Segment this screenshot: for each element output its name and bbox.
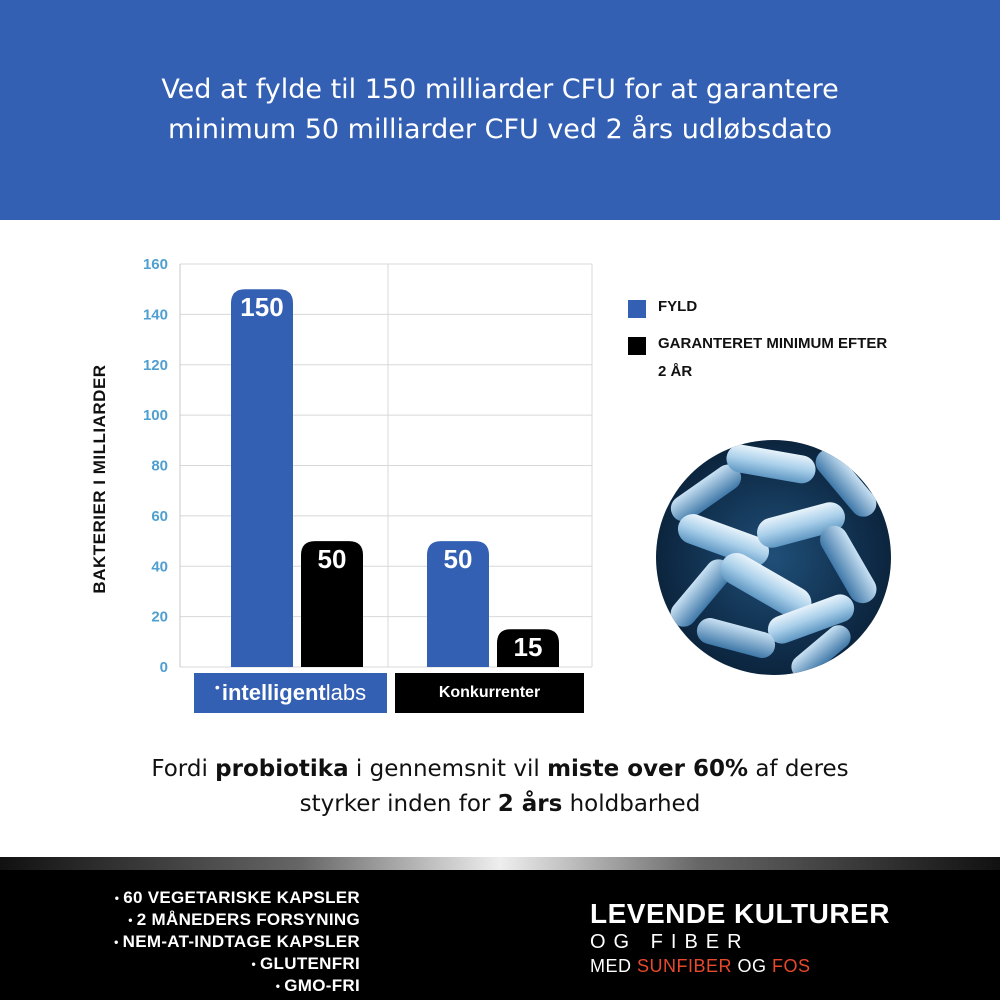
legend-swatch-black — [628, 337, 646, 355]
brand-block — [590, 898, 950, 978]
bacteria-illustration — [656, 440, 891, 675]
footer — [0, 870, 1000, 1000]
feature-item — [114, 953, 360, 975]
y-tick-label: 20 — [151, 608, 168, 626]
bar-value-label: 15 — [513, 632, 543, 663]
legend-label-garanteret: GARANTERET MINIMUM EFTER 2 ÅR — [658, 335, 888, 380]
brand-sunfiber: SUNFIBER — [637, 956, 733, 976]
y-tick-label: 100 — [142, 407, 168, 425]
bottom-line-1 — [0, 752, 1000, 787]
y-tick-label: 0 — [159, 659, 168, 676]
category-label-intelligentlabs — [194, 673, 387, 713]
header-title — [90, 70, 910, 150]
feature-text: 2 MÅNEDERS FORSYNING — [136, 910, 360, 930]
header-line-2: minimum 50 milliarder CFU ved 2 års udløbsdato — [168, 114, 832, 145]
brand-subtitle: OG FIBER — [590, 931, 750, 953]
category-label-konkurrenter: Konkurrenter — [395, 673, 584, 713]
y-axis-label: BAKTERIER I MILLIARDER — [90, 364, 109, 594]
legend-item-garanteret — [628, 334, 888, 386]
bacteria-image — [656, 440, 891, 675]
bottom-text-1: Fordi — [151, 756, 216, 782]
brand-og: OG — [732, 956, 773, 976]
bullet-icon: • — [114, 891, 120, 906]
feature-item — [114, 887, 360, 909]
y-tick-label: 80 — [151, 457, 168, 475]
header-line-1: Ved at fylde til 150 milliarder CFU for at garantere — [161, 74, 839, 105]
brand-tagline — [590, 954, 950, 978]
legend-item-fyld — [628, 297, 888, 321]
brand-fos: FOS — [772, 956, 811, 976]
bar-fyld — [231, 289, 293, 667]
header-banner — [0, 0, 1000, 220]
y-tick-label: 160 — [142, 256, 168, 273]
bar-value-label: 50 — [443, 544, 473, 575]
y-tick-label: 60 — [151, 507, 168, 525]
logo-suffix: labs — [325, 680, 367, 705]
feature-item — [114, 909, 360, 931]
brand-med: MED — [590, 956, 637, 976]
bullet-icon: • — [251, 957, 257, 972]
bottom-text-4: styrker inden for — [299, 791, 498, 817]
chart-legend — [628, 297, 888, 399]
bottom-text-2: i gennemsnit vil — [348, 756, 548, 782]
bottom-text-3: af deres — [748, 756, 849, 782]
bullet-icon: • — [275, 979, 281, 994]
bullet-icon: • — [128, 913, 133, 928]
feature-text: 60 VEGETARISKE KAPSLER — [123, 888, 360, 907]
feature-item — [114, 931, 360, 953]
logo-prefix: intelligent — [221, 680, 326, 705]
bar-value-label: 50 — [317, 544, 347, 575]
metallic-divider — [0, 857, 1000, 870]
logo-dot-icon: • — [214, 679, 220, 695]
feature-list — [114, 887, 360, 997]
brand-title: LEVENDE KULTURER — [590, 898, 890, 929]
legend-swatch-blue — [628, 300, 646, 318]
bottom-text-5: holdbarhed — [562, 791, 701, 817]
bottom-statement — [0, 752, 1000, 822]
bar-value-label: 150 — [240, 292, 284, 323]
bottom-bold-3: 2 års — [497, 791, 563, 817]
y-tick-label: 140 — [142, 306, 168, 324]
bullet-icon: • — [114, 935, 119, 950]
feature-text: GLUTENFRI — [260, 954, 360, 974]
bacteria-group — [665, 442, 881, 675]
bottom-line-2 — [0, 787, 1000, 822]
feature-item — [114, 975, 360, 997]
y-tick-label: 40 — [151, 558, 168, 576]
bottom-bold-2: miste over 60% — [547, 756, 749, 782]
y-tick-label: 120 — [142, 356, 168, 374]
bottom-bold-1: probiotika — [215, 756, 349, 782]
legend-label-fyld: FYLD — [658, 298, 698, 315]
feature-text: NEM-AT-INDTAGE KAPSLER — [122, 932, 360, 952]
feature-text: GMO-FRI — [284, 976, 360, 996]
